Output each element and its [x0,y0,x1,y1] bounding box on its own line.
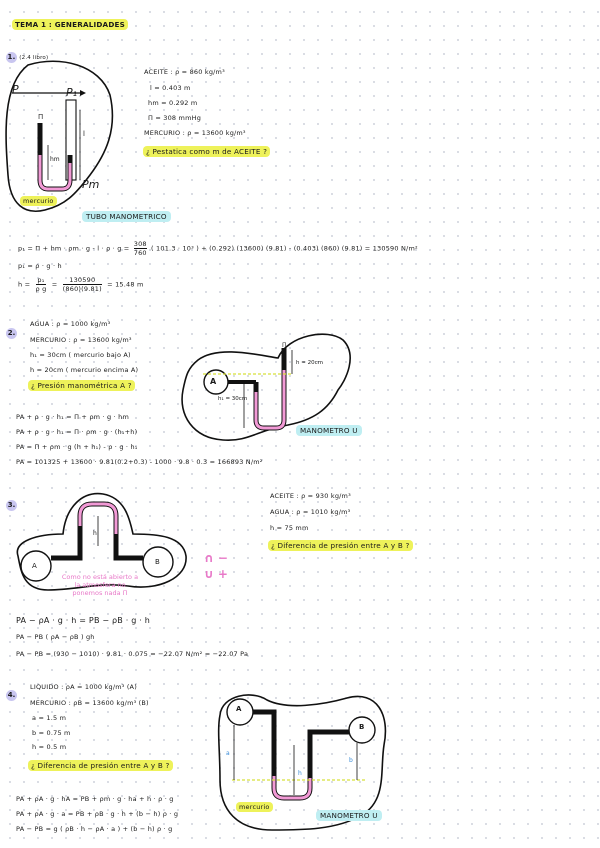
problem-1-datum-4: MERCURIO : ρ = 13600 kg/m³ [144,129,246,137]
problem-4-h-dim-label: h [298,770,302,777]
problem-1-top-label: Π [38,113,44,121]
problem-1-datum-3: Π = 308 mmHg [148,114,202,122]
problem-1-datum-0: ACEITE : ρ = 860 kg/m³ [144,68,225,76]
problem-1-equation-3 [18,276,144,293]
problem-1-pm-label: Pm [82,178,100,191]
problem-2-datum-3: h = 20cm ( mercurio encima A) [30,366,139,374]
problem-3-pink-note: Como no está abierto a la atmosfera no ponemos nada Π [61,573,139,597]
problem-1-l-label: l [83,130,85,138]
problem-2-equation-3: PA = 101325 + 13600 · 9.81(0.2+0.3) - 1000 · 9.8 · 0.3 = 166893 N/m² [16,458,263,466]
problem-4-datum-4: h = 0.5 m [32,743,67,751]
problem-4-number-wrap [6,682,17,701]
problem-2-u-tube-fill [256,370,284,428]
problem-2-equation-0: PA + ρ · g · h₁ = Π + ρm · g · hm [16,413,129,421]
problem-4-equation-1: PA + ρA · g · a = PB + ρB · g · h + (b − h) ρ · g [16,810,179,818]
problem-4-question [28,761,173,770]
problem-1-eq3-fden: ρ g [35,285,47,293]
problem-1-arrow-head [80,90,86,96]
problem-2-h1-label: h₁ = 30cm [218,396,248,402]
problem-2-datum-1: MERCURIO : ρ = 13600 kg/m³ [30,336,132,344]
problem-2-datum-2: h₁ = 30cm ( mercurio bajo A) [30,351,131,359]
problem-4-datum-3: b = 0.75 m [32,729,71,737]
page-title: TEMA 1 : GENERALIDADES [12,19,128,30]
problem-1-equation-1 [18,240,418,257]
problem-2-datum-0: AGUA : ρ = 1000 kg/m³ [30,320,111,328]
problem-2-equation-1: PA + ρ · g · h₁ = Π · ρm · g · (h₁+h) [16,428,138,436]
problem-4-manometer-label: MANOMETRO U [316,810,382,821]
problem-1-eq3-mid: = [51,280,58,289]
problem-4-question-text: ¿ Diferencia de presión entre A y B ? [28,760,173,771]
problem-3-question: ¿ Diferencia de presión entre A y B ? [268,540,413,551]
problem-2-equation-2: PA = Π + ρm · g (h + h₁) - ρ · g · h₁ [16,443,138,451]
problem-1-eq3-fraction-1 [36,276,47,293]
problem-2-number-wrap [6,320,17,339]
problem-1-eq1-frac-num: 308 [133,240,147,248]
problem-3-sign-cap: ∩ − [204,551,228,565]
problem-3-h-label: h [93,530,97,537]
problem-3-datum-2: h = 75 mm [270,524,309,532]
problem-4-datum-0: LIQUIDO : ρA = 1000 kg/m³ (A) [30,683,137,691]
problem-1-tube-label: TUBO MANOMETRICO [82,211,171,222]
problem-3-equation-2: PA − PB = (930 − 1010) · 9.81 · 0.075 = −22.07 N/m² = −22.07 Pa [16,650,249,658]
problem-1-p-label: P [12,83,19,96]
problem-4-datum-1: MERCURIO : ρB = 13600 kg/m³ (B) [30,699,149,707]
problem-1-eq1-fraction [134,240,147,257]
problem-1-eq3-result: = 15.48 m [107,280,144,289]
problem-2-u-tube [256,348,284,428]
problem-3-datum-1: AGUA : ρ = 1010 kg/m³ [270,508,351,516]
problem-1-datum-1: l = 0.403 m [150,84,191,92]
problem-2-a-label: A [210,377,217,386]
problem-1-diagram [0,55,120,225]
problem-4-equation-0: PA + ρA · g · hA = PB + ρm · g · ha + h · ρ · g [16,795,174,803]
problem-2-manometer-label: MANOMETRO U [296,425,362,436]
problem-1-p1-label: P₁ [66,86,78,99]
problem-1-hm-label: hm [50,156,60,163]
problem-2-top-label: Π [282,342,287,349]
problem-2-number: 2. [7,329,16,337]
problem-1-eq3-fraction-2 [63,276,102,293]
problem-1-eq1-right: ( 101.3 · 10³ ) + (0.292) (13600) (9.81) - (0.403) (860) (9.81) = 130590 N/m² [151,244,418,253]
problem-1-equation-2: p₁ = ρ · g · h [18,262,62,270]
problem-1-eq3-fden2: (860)(9.81) [62,285,102,293]
problem-3-datum-0: ACEITE : ρ = 930 kg/m³ [270,492,351,500]
problem-2-h-label: h = 20cm [296,360,323,366]
problem-4-equation-2: PA − PB = g ( ρB · h − ρA · a ) + (b − h) ρ · g [16,825,173,833]
problem-3-equation-1: PA − PB ( ρA − ρB ) gh [16,633,95,641]
problem-4-b-dim-label: b [349,757,353,764]
problem-2-question [28,381,135,390]
problem-4-datum-2: a = 1.5 m [32,714,67,722]
problem-3-a-label: A [32,562,37,570]
problem-1-datum-2: hm = 0.292 m [148,99,198,107]
problem-3-sign-cup: ∪ + [204,567,228,581]
problem-2-question-text: ¿ Presión manométrica A ? [28,380,135,391]
problem-1-mercury-label: mercurio [20,196,57,206]
problem-1-number: 1. [7,53,16,61]
problem-3-b-label: B [155,558,160,566]
problem-4-mercury-label: mercurio [236,802,273,812]
problem-1-eq3-fnum2: 130590 [63,276,102,285]
problem-4-number: 4. [7,691,16,699]
problem-3-inverted-u-tube [51,504,143,558]
problem-1-question: ¿ Pestatica como m de ACEITE ? [143,146,270,157]
problem-1-eq3-fnum: p₁ [37,276,45,284]
problem-3-equation-0: PA − ρA · g · h = PB − ρB · g · h [16,616,150,625]
problem-1-eq1-frac-den: 760 [133,249,147,257]
problem-1-note: (2.4 libro) [19,55,49,61]
problem-2-diagram [178,330,378,455]
problem-4-a-dim-label: a [226,750,230,757]
problem-3-number: 3. [7,501,16,509]
problem-1-eq1-left: p₁ = Π + hm · ρm · g - l · ρ · g = [18,244,130,253]
problem-4-tube-left [253,712,274,780]
problem-4-a-label: A [236,705,242,713]
problem-4-b-label: B [359,723,365,731]
problem-1-eq3-left: h = [18,280,31,289]
